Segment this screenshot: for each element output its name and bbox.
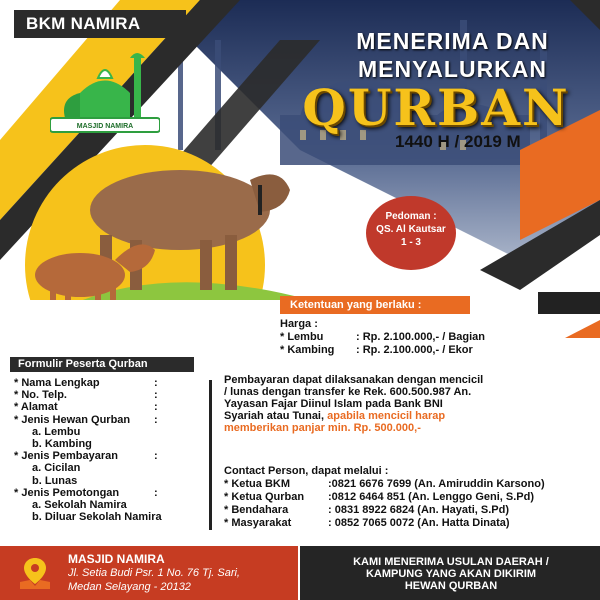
contact-detail: : 0831 8922 6824 (An. Hayati, S.Pd) bbox=[328, 504, 509, 516]
form-colon: : bbox=[154, 389, 158, 402]
form-row bbox=[14, 499, 204, 511]
contact-role: * Ketua BKM bbox=[224, 478, 291, 490]
footer-notice bbox=[306, 556, 596, 592]
contact-detail: : 0852 7065 0072 (An. Hatta Dinata) bbox=[328, 517, 510, 529]
contact-role: * Ketua Qurban bbox=[224, 491, 305, 503]
form-row bbox=[14, 426, 204, 438]
footer-notice-line3: HEWAN QURBAN bbox=[404, 580, 498, 592]
form-colon: : bbox=[154, 413, 158, 426]
form-row bbox=[14, 450, 204, 462]
ketentuan-heading: Ketentuan yang berlaku : bbox=[280, 296, 470, 314]
form-option: b. Lunas bbox=[32, 474, 78, 487]
form-row bbox=[14, 475, 204, 487]
price-item-value: : Rp. 2.100.000,- / Bagian bbox=[356, 331, 485, 343]
footer-address-line2: Medan Selayang - 20132 bbox=[68, 581, 191, 593]
payment-text: Pembayaran dapat dilaksanakan dengan mencicil / lunas dengan transfer ke Rek. 600.500.987 An. Yayasan Fajar Diinul Islam pada Bank BNI Syariah atau Tunai, bbox=[224, 374, 484, 422]
contact-section bbox=[224, 465, 545, 530]
payment-info bbox=[224, 374, 484, 434]
decor-triangle bbox=[565, 320, 600, 338]
form-option: b. Diluar Sekolah Namira bbox=[32, 511, 162, 524]
price-row bbox=[280, 344, 485, 357]
footer-notice-line2: KAMPUNG YANG AKAN DIKIRIM bbox=[365, 568, 537, 580]
pedoman-badge bbox=[366, 196, 456, 270]
price-item-value: : Rp. 2.100.000,- / Ekor bbox=[356, 344, 473, 356]
form-label: * Jenis Hewan Qurban bbox=[14, 413, 131, 426]
form-option: b. Kambing bbox=[32, 438, 92, 451]
footer-notice-line1: KAMI MENERIMA USULAN DAERAH / bbox=[353, 556, 549, 568]
footer-address-line1: Jl. Setia Budi Psr. 1 No. 76 Tj. Sari, bbox=[68, 567, 240, 579]
form-row bbox=[14, 377, 204, 389]
harga-label: Harga : bbox=[280, 318, 318, 330]
decor-bar bbox=[538, 292, 600, 314]
contact-row bbox=[224, 478, 545, 491]
title-line-1: MENERIMA DAN bbox=[356, 28, 549, 54]
form-option: a. Cicilan bbox=[32, 462, 81, 475]
price-section bbox=[280, 318, 485, 357]
divider bbox=[209, 380, 212, 530]
pedoman-label: Pedoman : bbox=[385, 211, 437, 222]
form-row bbox=[14, 414, 204, 426]
pedoman-verses: 1 - 3 bbox=[400, 237, 421, 248]
price-item-name: * Kambing bbox=[280, 344, 335, 356]
payment-highlight: apabila mencicil harap memberikan panjar min. Rp. 500.000,- bbox=[224, 410, 446, 434]
contact-row bbox=[224, 504, 545, 517]
form-label: * Jenis Pemotongan bbox=[14, 486, 120, 499]
contact-row bbox=[224, 517, 545, 530]
form-row bbox=[14, 438, 204, 450]
form-label: * No. Telp. bbox=[14, 389, 67, 402]
org-badge: BKM NAMIRA bbox=[14, 10, 186, 38]
form-colon: : bbox=[154, 377, 158, 389]
map-pin-icon bbox=[18, 556, 52, 590]
form-label: * Jenis Pembayaran bbox=[14, 450, 118, 463]
footer-address bbox=[68, 552, 240, 594]
contact-row bbox=[224, 491, 545, 504]
price-item-name: * Lembu bbox=[280, 331, 324, 343]
contact-role: * Bendahara bbox=[224, 504, 289, 516]
contact-heading: Contact Person, dapat melalui : bbox=[224, 465, 389, 477]
form-label: * Alamat bbox=[14, 401, 58, 414]
form-row bbox=[14, 401, 204, 413]
form-row bbox=[14, 389, 204, 401]
form-option: a. Sekolah Namira bbox=[32, 499, 127, 512]
form-heading: Formulir Peserta Qurban bbox=[10, 357, 194, 372]
form-row bbox=[14, 462, 204, 474]
price-row bbox=[280, 331, 485, 344]
logo-text: MASJID NAMIRA bbox=[76, 123, 134, 130]
contact-detail: :0821 6676 7699 (An. Amiruddin Karsono) bbox=[328, 478, 545, 490]
contact-detail: :0812 6464 851 (An. Lenggo Geni, S.Pd) bbox=[328, 491, 535, 503]
form-colon: : bbox=[154, 401, 158, 414]
contact-role: * Masyarakat bbox=[224, 517, 292, 529]
form-colon: : bbox=[154, 450, 158, 463]
footer-name: MASJID NAMIRA bbox=[68, 552, 165, 566]
pedoman-source: QS. Al Kautsar bbox=[376, 224, 446, 235]
title-line-2: MENYALURKAN bbox=[357, 56, 548, 82]
form-label: * Nama Lengkap bbox=[14, 377, 100, 389]
form-row bbox=[14, 487, 204, 499]
form-list bbox=[14, 377, 204, 523]
cow-and-goat-illustration bbox=[20, 150, 310, 300]
form-option: a. Lembu bbox=[32, 425, 81, 438]
year-label: 1440 H / 2019 M bbox=[395, 132, 521, 151]
mosque-logo-icon bbox=[50, 48, 160, 138]
form-colon: : bbox=[154, 486, 158, 499]
form-row bbox=[14, 511, 204, 523]
title-main: QURBAN bbox=[302, 78, 570, 137]
